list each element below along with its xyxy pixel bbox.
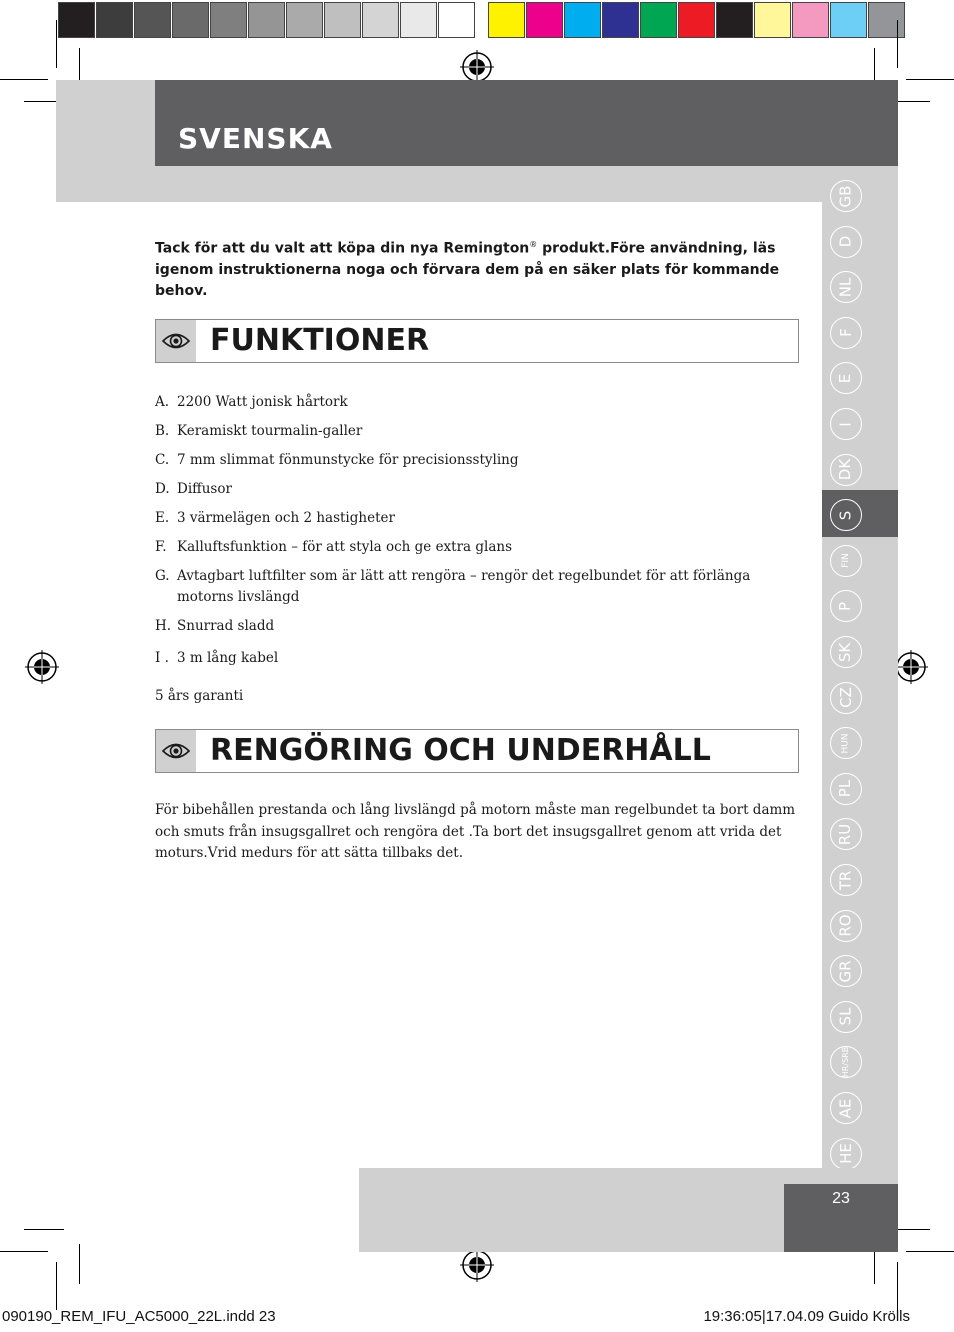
list-item-text: Snurrad sladd: [177, 618, 275, 634]
language-tab-label: DK: [836, 458, 855, 481]
crop-mark: [56, 20, 57, 68]
language-tab-label: S: [836, 510, 855, 520]
language-tab-sk[interactable]: [830, 636, 862, 668]
color-swatch: [248, 2, 285, 38]
page-number: 23: [832, 1190, 850, 1207]
color-swatch: [868, 2, 905, 38]
list-item-text: 7 mm slimmat fönmunstycke för precisionsstyling: [177, 452, 519, 468]
language-tab-s[interactable]: [830, 499, 862, 531]
language-tab-label: PL: [836, 780, 855, 798]
list-item-text: 3 värmelägen och 2 hastigheter: [177, 510, 395, 526]
language-tab-i[interactable]: [830, 408, 862, 440]
list-item-letter: D.: [155, 481, 170, 497]
color-swatch: [96, 2, 133, 38]
language-tab-label: RO: [836, 914, 855, 937]
crop-mark: [79, 1244, 80, 1284]
language-tab-label: GB: [836, 185, 855, 207]
print-timestamp: 19:36:05|17.04.09 Guido Krölls: [703, 1308, 910, 1325]
color-swatch: [564, 2, 601, 38]
eye-icon-box: [156, 320, 196, 362]
list-item: [155, 537, 805, 558]
color-swatch: [58, 2, 95, 38]
language-tab-f[interactable]: [830, 317, 862, 349]
color-swatch: [210, 2, 247, 38]
color-swatch: [488, 2, 525, 38]
language-tab-label: SK: [836, 642, 855, 662]
list-item-text: Keramiskt tourmalin-galler: [177, 423, 363, 439]
registration-mark-icon: [25, 650, 59, 684]
print-file-info: 090190_REM_IFU_AC5000_22L.indd 23: [2, 1308, 276, 1325]
color-swatch: [602, 2, 639, 38]
list-item-text: Diffusor: [177, 481, 232, 497]
list-item-letter: E.: [155, 510, 170, 526]
list-item: [155, 616, 805, 637]
color-swatch: [400, 2, 437, 38]
registration-mark-icon: [460, 1248, 494, 1282]
rengoring-text: För bibehållen prestanda och lång livslängd på motorn måste man regelbundet ta bort damm och smuts från insugsgallret och rengöra det .Ta bort det insugsgallret genom att vrida det moturs.Vrid medurs för att sätta tillbaks det.: [155, 802, 796, 861]
language-tab-d[interactable]: [830, 226, 862, 258]
list-item-letter: G.: [155, 568, 170, 584]
language-tab-label: F: [836, 328, 855, 338]
color-swatch: [438, 2, 475, 38]
language-tab-gb[interactable]: [830, 180, 862, 212]
color-calibration-bar: [58, 2, 906, 38]
language-tab-label: CZ: [836, 687, 855, 708]
color-swatch: [678, 2, 715, 38]
language-tab-he[interactable]: [830, 1138, 862, 1170]
list-item: [155, 450, 805, 471]
funktioner-title: FUNKTIONER: [210, 323, 430, 358]
intro-text: [155, 234, 805, 302]
list-item-letter: A.: [155, 394, 170, 410]
crop-mark: [897, 1262, 898, 1310]
rengoring-title: RENGÖRING OCH UNDERHÅLL: [210, 733, 711, 768]
list-item-text: 2200 Watt jonisk hårtork: [177, 394, 348, 410]
registration-mark-icon: [894, 650, 928, 684]
crop-mark: [906, 1251, 954, 1252]
color-swatch: [754, 2, 791, 38]
language-tab-label: E: [836, 373, 855, 384]
funktioner-header: [155, 319, 799, 363]
color-swatch: [526, 2, 563, 38]
language-tab-ae[interactable]: [830, 1092, 862, 1124]
list-item: [155, 392, 805, 413]
color-swatch: [362, 2, 399, 38]
crop-mark: [56, 1262, 57, 1310]
list-item-letter: F.: [155, 539, 167, 555]
color-swatch: [172, 2, 209, 38]
color-swatch: [792, 2, 829, 38]
list-item: [155, 508, 805, 529]
language-tab-label: FIN: [840, 553, 851, 569]
intro-part2: produkt.Före användning, läs igenom instruktionerna noga och förvara dem på en säker plats för kommande behov.: [155, 240, 780, 299]
list-item: [155, 648, 805, 669]
crop-mark: [897, 20, 898, 68]
list-item: [155, 479, 805, 500]
language-tab-label: SL: [836, 1007, 855, 1026]
language-tab-label: I: [836, 421, 855, 427]
language-tab-label: HE: [836, 1143, 855, 1164]
language-tab-nl[interactable]: [830, 271, 862, 303]
language-tab-dk[interactable]: [830, 454, 862, 486]
crop-mark: [0, 79, 48, 80]
list-item-letter: C.: [155, 452, 170, 468]
list-item: [155, 566, 805, 608]
crop-mark: [24, 1229, 64, 1230]
language-tab-pl[interactable]: [830, 773, 862, 805]
color-swatch: [134, 2, 171, 38]
crop-mark: [0, 1251, 48, 1252]
registration-mark-icon: [460, 50, 494, 84]
language-tab-label: D: [836, 235, 855, 248]
color-swatch: [830, 2, 867, 38]
list-item-text: Avtagbart luftfilter som är lätt att rengöra – rengör det regelbundet för att förlänga motorns livslängd: [177, 568, 751, 605]
language-tab-label: GR: [836, 960, 855, 983]
list-item-text: 3 m lång kabel: [177, 650, 279, 666]
rengoring-header: [155, 729, 799, 773]
color-swatch: [640, 2, 677, 38]
language-tab-ro[interactable]: [830, 910, 862, 942]
list-item-text: Kalluftsfunktion – för att styla och ge extra glans: [177, 539, 513, 555]
list-item-letter: I .: [155, 650, 169, 666]
eye-icon: [162, 331, 190, 351]
list-item-letter: B.: [155, 423, 170, 439]
list-item: [155, 421, 805, 442]
page-title: SVENSKA: [178, 122, 333, 155]
language-tab-gr[interactable]: [830, 955, 862, 987]
list-item-letter: H.: [155, 618, 172, 634]
language-tab-cz[interactable]: [830, 682, 862, 714]
intro-part1: Tack för att du valt att köpa din nya Remington: [155, 240, 530, 257]
language-tab-sl[interactable]: [830, 1001, 862, 1033]
eye-icon-box: [156, 730, 196, 772]
eye-icon: [162, 741, 190, 761]
language-tab-label: HR/SRB: [841, 1047, 850, 1078]
language-tab-label: AE: [836, 1098, 855, 1118]
language-tab-hun[interactable]: [830, 727, 862, 759]
color-swatch: [716, 2, 753, 38]
language-tab-label: TR: [836, 870, 855, 890]
language-tab-label: NL: [836, 277, 855, 297]
crop-mark: [906, 79, 954, 80]
language-tab-label: HUN: [840, 733, 851, 754]
registered-mark: ®: [529, 240, 538, 249]
language-tab-label: P: [836, 601, 855, 611]
language-tab-tr[interactable]: [830, 864, 862, 896]
color-swatch: [324, 2, 361, 38]
warranty-text: 5 års garanti: [155, 688, 244, 704]
color-swatch: [286, 2, 323, 38]
language-tab-label: RU: [836, 823, 855, 846]
swatch-gap: [476, 2, 488, 38]
language-tab-fin[interactable]: [830, 545, 862, 577]
